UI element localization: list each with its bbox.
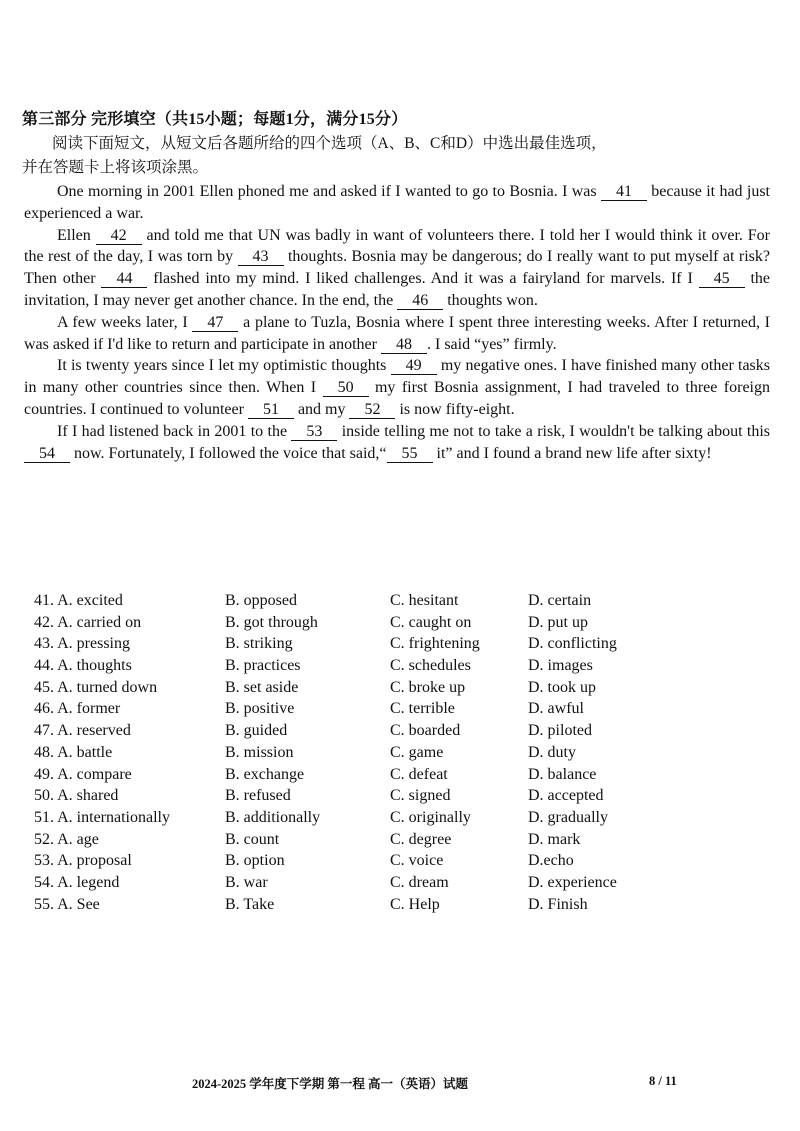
passage-text: it” and I found a brand new life after sixty! — [432, 444, 712, 462]
passage-text: is now fifty-eight. — [395, 400, 515, 418]
passage-text: One morning in 2001 Ellen phoned me and asked if I wanted to go to Bosnia. I was — [57, 183, 601, 200]
blank-54: 54 — [24, 445, 70, 463]
question-row-42 — [34, 614, 754, 636]
question-row-52 — [34, 831, 754, 853]
option-d: D. awful — [528, 700, 584, 718]
question-row-54 — [34, 874, 754, 896]
option-b: B. mission — [225, 743, 294, 761]
question-row-53 — [34, 852, 754, 874]
option-b: B. guided — [225, 722, 288, 740]
option-a: 47. A. reserved — [34, 722, 131, 740]
option-d: D. Finish — [528, 895, 588, 913]
option-d: D. experience — [528, 873, 617, 891]
option-a: 44. A. thoughts — [34, 657, 132, 675]
option-a: 42. A. carried on — [34, 613, 142, 631]
question-row-45 — [34, 679, 754, 701]
passage-text: flashed into my mind. I liked challenges. And it was a fairyland for marvels. If I — [147, 270, 699, 288]
option-d: D. images — [528, 657, 593, 675]
blank-41: 41 — [601, 183, 647, 201]
blank-49: 49 — [391, 357, 437, 375]
question-row-48 — [34, 744, 754, 766]
option-a: 43. A. pressing — [34, 635, 130, 653]
blank-53: 53 — [291, 423, 337, 441]
option-c: C. broke up — [390, 678, 466, 696]
passage-text: and my — [293, 400, 350, 418]
option-c: C. frightening — [390, 635, 480, 653]
option-c: C. degree — [390, 830, 452, 848]
blank-55: 55 — [387, 445, 433, 463]
option-a: 48. A. battle — [34, 743, 113, 761]
option-a: 50. A. shared — [34, 787, 119, 805]
paragraph-3 — [24, 312, 770, 356]
option-c: C. schedules — [390, 657, 471, 675]
passage-text: inside telling me not to take a risk, I wouldn't be talking about this — [337, 422, 770, 440]
option-b: B. option — [225, 852, 285, 870]
blank-43: 43 — [238, 248, 284, 266]
passage-text: now. Fortunately, I followed the voice that said,“ — [70, 444, 387, 462]
option-c: C. game — [390, 743, 444, 761]
option-d: D. piloted — [528, 722, 592, 740]
paragraph-2 — [24, 225, 770, 312]
option-c: C. defeat — [390, 765, 448, 783]
option-b: B. opposed — [225, 592, 297, 609]
option-b: B. set aside — [225, 678, 299, 696]
option-a: 51. A. internationally — [34, 808, 170, 826]
blank-50: 50 — [323, 379, 369, 397]
option-c: C. Help — [390, 895, 440, 913]
option-a: 54. A. legend — [34, 873, 120, 891]
question-row-51 — [34, 809, 754, 831]
option-b: B. exchange — [225, 765, 305, 783]
blank-51: 51 — [248, 401, 294, 419]
option-d: D. took up — [528, 678, 596, 696]
option-d: D. duty — [528, 743, 576, 761]
paragraph-1 — [24, 181, 770, 225]
option-d: D. balance — [528, 765, 597, 783]
passage-text: thoughts won. — [443, 291, 538, 309]
option-a: 49. A. compare — [34, 765, 132, 783]
option-c: C. boarded — [390, 722, 461, 740]
option-a: 46. A. former — [34, 700, 121, 718]
paragraph-4 — [24, 355, 770, 420]
option-c: C. originally — [390, 808, 471, 826]
page-number: 8 / 11 — [649, 1074, 677, 1088]
option-d: D. conflicting — [528, 635, 617, 653]
instructions-line-1 — [22, 133, 782, 155]
question-row-50 — [34, 787, 754, 809]
passage-text: thoughts. Bosnia may be dangerous; do I really want to put myself at risk? Then other — [24, 248, 770, 288]
option-a: 55. A. See — [34, 895, 100, 913]
option-c: C. terrible — [390, 700, 455, 718]
blank-45: 45 — [699, 270, 745, 288]
passage-text: It is twenty years since I let my optimistic thoughts — [57, 357, 391, 375]
question-row-43 — [34, 635, 754, 657]
option-d: D.echo — [528, 852, 574, 870]
footer-exam-title: 2024-2025 学年度下学期 第一程 高一（英语）试题 — [192, 1077, 469, 1091]
passage-text: Ellen — [57, 226, 96, 244]
passage-text: the invitation, I may never get another chance. In the end, the — [24, 270, 771, 309]
answer-options — [34, 592, 754, 917]
option-b: B. refused — [225, 787, 291, 805]
instructions-line-2: 并在答题卡上将该项涂黑。 — [22, 159, 209, 176]
option-b: B. war — [225, 873, 268, 891]
blank-47: 47 — [192, 314, 238, 332]
question-row-55 — [34, 896, 754, 918]
passage-text: . I said “yes” firmly. — [426, 335, 557, 353]
option-b: B. striking — [225, 635, 293, 653]
passage-text: If I had listened back in 2001 to the — [57, 422, 292, 440]
option-c: C. signed — [390, 787, 451, 805]
blank-46: 46 — [397, 292, 443, 310]
cloze-passage — [24, 181, 770, 464]
question-row-44 — [34, 657, 754, 679]
option-a: 41. A. excited — [34, 592, 123, 609]
option-d: D. mark — [528, 830, 581, 848]
question-row-47 — [34, 722, 754, 744]
option-b: B. practices — [225, 657, 301, 675]
option-c: C. dream — [390, 873, 449, 891]
option-c: C. voice — [390, 852, 444, 870]
option-b: B. got through — [225, 613, 318, 631]
passage-text: because it had just experienced a war. — [24, 183, 770, 222]
section-title: 第三部分 完形填空（共15小题；每题1分，满分15分） — [22, 111, 408, 128]
option-b: B. count — [225, 830, 280, 848]
paragraph-5 — [24, 421, 770, 465]
blank-52: 52 — [349, 401, 395, 419]
passage-text: my negative ones. I have finished many other tasks in many other countries since then. When I — [24, 357, 770, 397]
option-c: C. caught on — [390, 613, 472, 631]
option-b: B. additionally — [225, 808, 321, 826]
option-a: 45. A. turned down — [34, 678, 158, 696]
option-b: B. Take — [225, 895, 275, 913]
question-row-46 — [34, 700, 754, 722]
option-d: D. put up — [528, 613, 588, 631]
option-a: 52. A. age — [34, 830, 99, 848]
blank-42: 42 — [96, 227, 142, 245]
passage-text: and told me that UN was badly in want of volunteers there. I told her I would think it over. For the rest of the day, I was torn by — [24, 226, 770, 266]
question-row-41 — [34, 592, 754, 614]
passage-text: A few weeks later, I — [57, 313, 193, 331]
blank-48: 48 — [381, 336, 427, 354]
option-c: C. hesitant — [390, 592, 459, 609]
option-d: D. accepted — [528, 787, 604, 805]
passage-text: a plane to Tuzla, Bosnia where I spent three interesting weeks. After I returned, I was asked if I'd like to return and participate in another — [24, 313, 771, 353]
option-a: 53. A. proposal — [34, 852, 132, 870]
option-b: B. positive — [225, 700, 295, 718]
option-d: D. gradually — [528, 808, 608, 826]
instructions-text-1: 阅读下面短文，从短文后各题所给的四个选项（A、B、C和D）中选出最佳选项， — [52, 135, 607, 152]
passage-text: my first Bosnia assignment, I had traveled to three foreign countries. I continued to volunteer — [24, 379, 771, 418]
option-d: D. certain — [528, 592, 592, 609]
question-row-49 — [34, 766, 754, 788]
blank-44: 44 — [101, 270, 147, 288]
